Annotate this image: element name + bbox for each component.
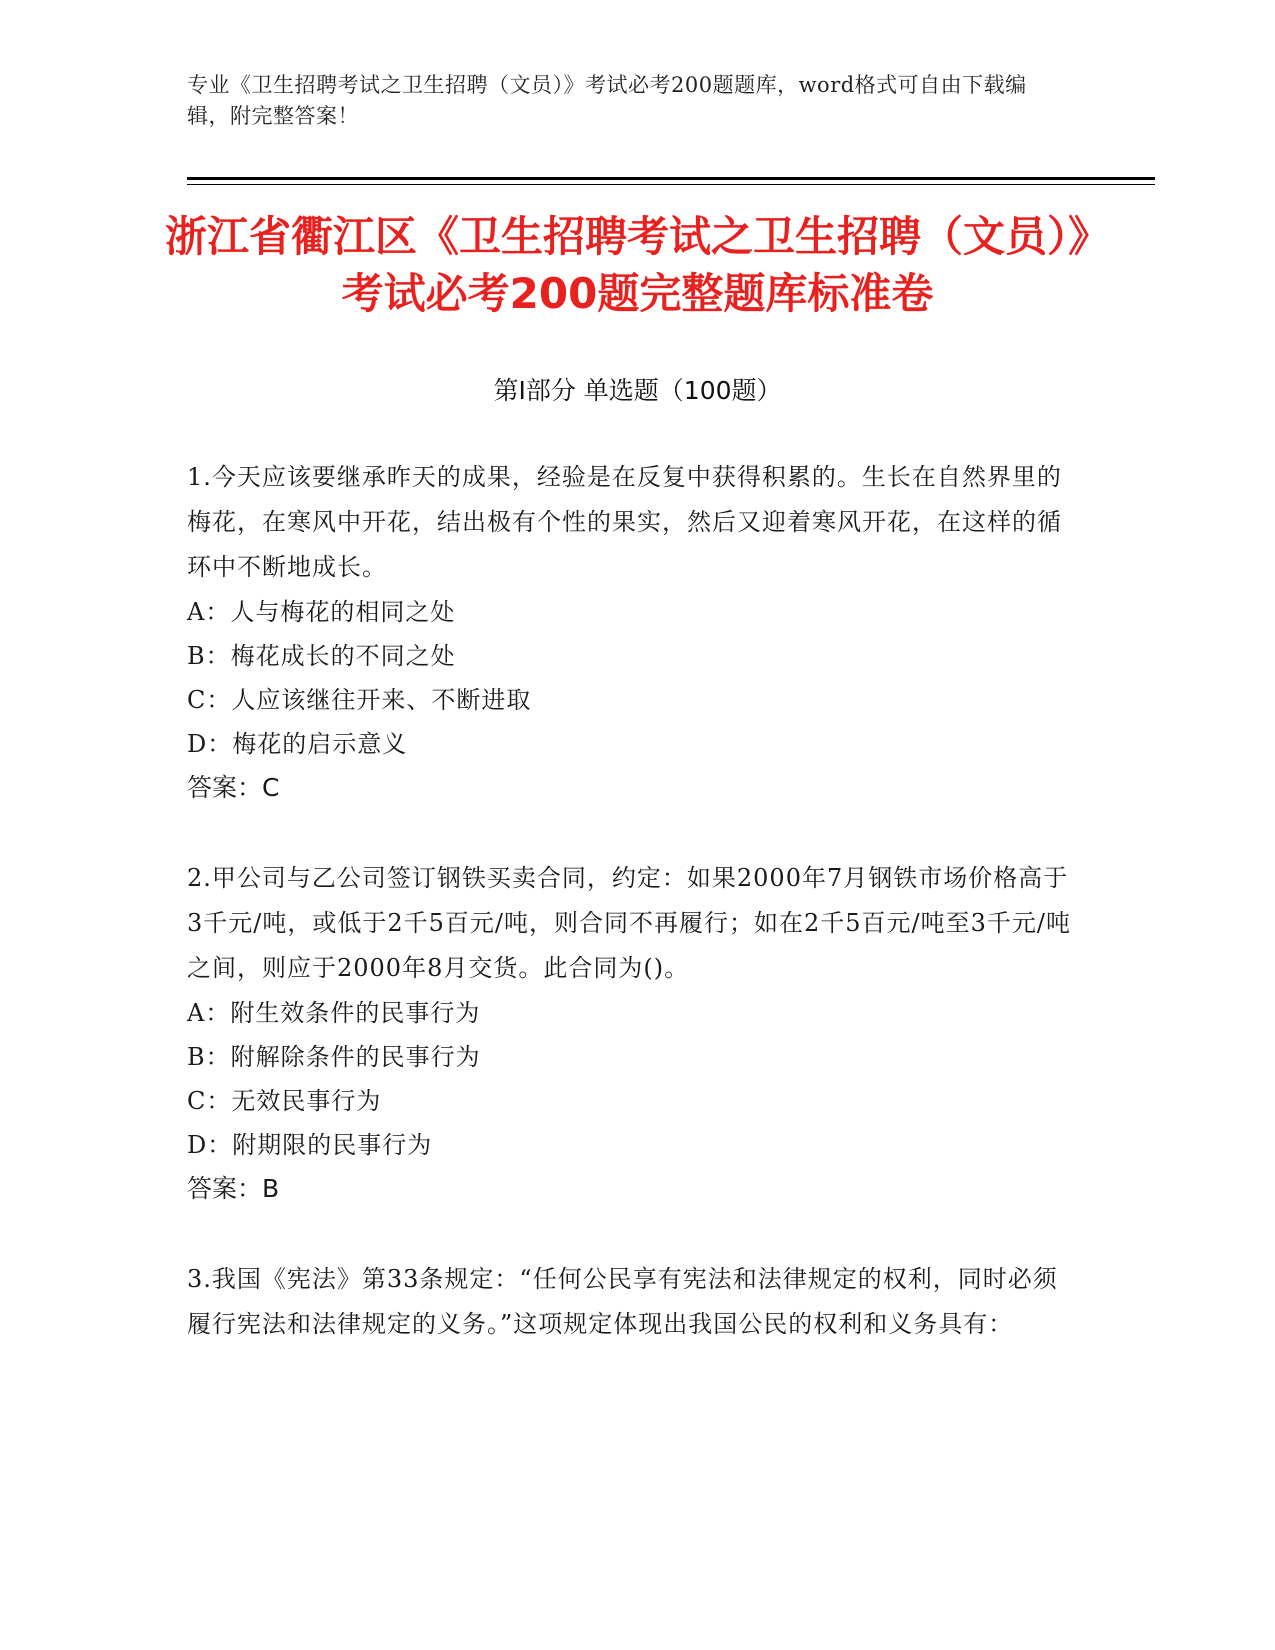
question-list xyxy=(187,455,1072,1393)
option-c: C：人应该继往开来、不断进取 xyxy=(187,686,532,714)
section-title: 第I部分 单选题（100题） xyxy=(493,376,782,405)
header-divider-thick xyxy=(187,177,1155,180)
option-b: B：附解除条件的民事行为 xyxy=(187,1043,481,1071)
option-b: B：梅花成长的不同之处 xyxy=(187,642,456,670)
question-stem: 3.我国《宪法》第33条规定：“任何公民享有宪法和法律规定的权利，同时必须履行宪法和法律规定的义务。”这项规定体现出我国公民的权利和义务具有： xyxy=(187,1265,1058,1338)
question-stem: 2.甲公司与乙公司签订钢铁买卖合同，约定：如果2000年7月钢铁市场价格高于3千元/吨，或低于2千5百元/吨，则合同不再履行；如在2千5百元/吨至3千元/吨之间，则应于2000年8月交货。此合同为()。 xyxy=(187,864,1071,982)
answer: 答案：B xyxy=(187,1174,280,1203)
answer: 答案：C xyxy=(187,773,280,802)
question-3 xyxy=(187,1257,1072,1347)
question-2 xyxy=(187,856,1072,1211)
option-a: A：附生效条件的民事行为 xyxy=(187,999,481,1027)
question-stem: 1.今天应该要继承昨天的成果，经验是在反复中获得积累的。生长在自然界里的梅花，在寒风中开花，结出极有个性的果实，然后又迎着寒风开花，在这样的循环中不断地成长。 xyxy=(187,463,1062,581)
header-divider-thin xyxy=(187,184,1155,185)
header-note: 专业《卫生招聘考试之卫生招聘（文员）》考试必考200题题库，word格式可自由下载编辑，附完整答案！ xyxy=(187,73,1027,128)
option-c: C：无效民事行为 xyxy=(187,1087,382,1115)
option-d: D：附期限的民事行为 xyxy=(187,1131,433,1159)
document-title: 浙江省衢江区《卫生招聘考试之卫生招聘（文员）》考试必考200题完整题库标准卷 xyxy=(164,212,1110,318)
option-a: A：人与梅花的相同之处 xyxy=(187,598,456,626)
question-1 xyxy=(187,455,1072,810)
option-d: D：梅花的启示意义 xyxy=(187,730,408,758)
